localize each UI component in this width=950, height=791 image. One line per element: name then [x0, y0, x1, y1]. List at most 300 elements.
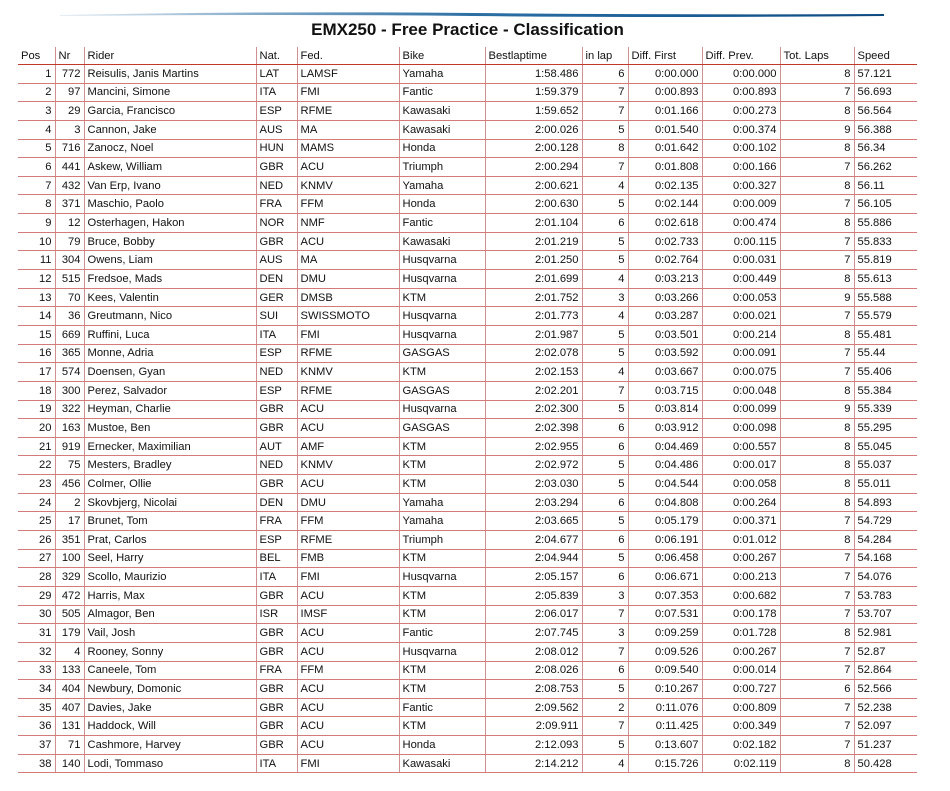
col-header-nr[interactable]: Nr [55, 47, 84, 65]
cell-tot-laps: 7 [780, 344, 854, 363]
cell-nr: 441 [55, 158, 84, 177]
cell-in-lap: 7 [582, 83, 628, 102]
cell-bike: KTM [399, 475, 485, 494]
cell-in-lap: 6 [582, 214, 628, 233]
cell-speed: 52.864 [854, 661, 917, 680]
cell-nat: AUT [256, 437, 297, 456]
cell-nat: GBR [256, 400, 297, 419]
cell-rider: Skovbjerg, Nicolai [84, 493, 256, 512]
cell-bike: Yamaha [399, 493, 485, 512]
cell-speed: 53.783 [854, 586, 917, 605]
cell-rider: Brunet, Tom [84, 512, 256, 531]
cell-tot-laps: 7 [780, 158, 854, 177]
cell-nat: ITA [256, 754, 297, 773]
cell-diff-first: 0:00.893 [628, 83, 702, 102]
cell-pos: 27 [18, 549, 55, 568]
cell-diff-prev: 0:00.115 [702, 232, 780, 251]
cell-bike: KTM [399, 717, 485, 736]
cell-bestlaptime: 1:58.486 [485, 65, 582, 84]
cell-nr: 17 [55, 512, 84, 531]
cell-speed: 54.284 [854, 531, 917, 550]
table-row [18, 83, 917, 102]
table-row [18, 232, 917, 251]
cell-pos: 7 [18, 176, 55, 195]
cell-nat: AUS [256, 251, 297, 270]
cell-nat: GBR [256, 717, 297, 736]
table-row [18, 531, 917, 550]
cell-bestlaptime: 2:04.677 [485, 531, 582, 550]
cell-nr: 100 [55, 549, 84, 568]
cell-bike: KTM [399, 456, 485, 475]
cell-pos: 23 [18, 475, 55, 494]
cell-speed: 55.384 [854, 381, 917, 400]
table-row [18, 680, 917, 699]
cell-nat: BEL [256, 549, 297, 568]
cell-diff-first: 0:07.353 [628, 586, 702, 605]
cell-in-lap: 5 [582, 400, 628, 419]
cell-nat: AUS [256, 120, 297, 139]
cell-speed: 56.34 [854, 139, 917, 158]
cell-diff-prev: 0:00.178 [702, 605, 780, 624]
cell-in-lap: 7 [582, 717, 628, 736]
cell-nat: GBR [256, 642, 297, 661]
cell-bike: GASGAS [399, 344, 485, 363]
cell-fed: ACU [297, 736, 399, 755]
cell-tot-laps: 7 [780, 512, 854, 531]
table-row [18, 363, 917, 382]
cell-diff-first: 0:04.469 [628, 437, 702, 456]
cell-nr: 472 [55, 586, 84, 605]
cell-diff-first: 0:01.166 [628, 102, 702, 121]
cell-tot-laps: 7 [780, 698, 854, 717]
cell-nr: 505 [55, 605, 84, 624]
cell-diff-first: 0:09.540 [628, 661, 702, 680]
cell-tot-laps: 8 [780, 456, 854, 475]
cell-speed: 55.886 [854, 214, 917, 233]
cell-bestlaptime: 2:02.955 [485, 437, 582, 456]
cell-bestlaptime: 2:01.104 [485, 214, 582, 233]
cell-rider: Maschio, Paolo [84, 195, 256, 214]
cell-fed: NMF [297, 214, 399, 233]
table-row [18, 288, 917, 307]
cell-tot-laps: 8 [780, 65, 854, 84]
cell-nr: 456 [55, 475, 84, 494]
cell-nat: ESP [256, 531, 297, 550]
cell-pos: 29 [18, 586, 55, 605]
cell-rider: Davies, Jake [84, 698, 256, 717]
cell-nr: 97 [55, 83, 84, 102]
cell-diff-prev: 0:00.058 [702, 475, 780, 494]
cell-fed: ACU [297, 680, 399, 699]
cell-diff-prev: 0:00.267 [702, 549, 780, 568]
cell-bike: Husqvarna [399, 307, 485, 326]
cell-bike: GASGAS [399, 419, 485, 438]
cell-in-lap: 5 [582, 120, 628, 139]
table-row [18, 270, 917, 289]
cell-tot-laps: 7 [780, 251, 854, 270]
cell-in-lap: 4 [582, 754, 628, 773]
cell-nat: SUI [256, 307, 297, 326]
cell-in-lap: 6 [582, 531, 628, 550]
table-row [18, 195, 917, 214]
cell-nr: 131 [55, 717, 84, 736]
cell-diff-prev: 0:00.014 [702, 661, 780, 680]
cell-bike: Fantic [399, 624, 485, 643]
cell-speed: 55.011 [854, 475, 917, 494]
cell-tot-laps: 8 [780, 139, 854, 158]
cell-bike: KTM [399, 549, 485, 568]
cell-nat: NED [256, 456, 297, 475]
cell-diff-first: 0:05.179 [628, 512, 702, 531]
cell-rider: Osterhagen, Hakon [84, 214, 256, 233]
col-header-tot-laps[interactable]: Tot. Laps [780, 47, 854, 65]
cell-bestlaptime: 2:00.128 [485, 139, 582, 158]
cell-nr: 351 [55, 531, 84, 550]
cell-speed: 55.819 [854, 251, 917, 270]
cell-nat: ESP [256, 344, 297, 363]
cell-diff-prev: 0:00.053 [702, 288, 780, 307]
cell-pos: 21 [18, 437, 55, 456]
cell-diff-prev: 0:00.449 [702, 270, 780, 289]
table-row [18, 624, 917, 643]
cell-bike: Husqvarna [399, 642, 485, 661]
cell-nat: GBR [256, 680, 297, 699]
cell-nr: 515 [55, 270, 84, 289]
cell-nr: 71 [55, 736, 84, 755]
cell-pos: 31 [18, 624, 55, 643]
cell-diff-first: 0:03.715 [628, 381, 702, 400]
cell-pos: 38 [18, 754, 55, 773]
cell-tot-laps: 8 [780, 214, 854, 233]
cell-fed: RFME [297, 381, 399, 400]
cell-in-lap: 7 [582, 102, 628, 121]
cell-nr: 772 [55, 65, 84, 84]
cell-nr: 12 [55, 214, 84, 233]
cell-in-lap: 5 [582, 195, 628, 214]
cell-tot-laps: 8 [780, 437, 854, 456]
cell-diff-prev: 0:00.893 [702, 83, 780, 102]
cell-nat: ITA [256, 325, 297, 344]
cell-nr: 4 [55, 642, 84, 661]
cell-in-lap: 8 [582, 139, 628, 158]
col-header-pos[interactable]: Pos [18, 47, 55, 65]
cell-diff-first: 0:02.733 [628, 232, 702, 251]
col-header-diff-first[interactable]: Diff. First [628, 47, 702, 65]
cell-tot-laps: 8 [780, 325, 854, 344]
cell-fed: FMB [297, 549, 399, 568]
cell-fed: FFM [297, 195, 399, 214]
cell-diff-prev: 0:00.214 [702, 325, 780, 344]
cell-diff-first: 0:04.486 [628, 456, 702, 475]
cell-speed: 52.097 [854, 717, 917, 736]
cell-speed: 55.037 [854, 456, 917, 475]
cell-fed: FMI [297, 83, 399, 102]
cell-pos: 20 [18, 419, 55, 438]
cell-nat: FRA [256, 512, 297, 531]
cell-fed: MA [297, 251, 399, 270]
cell-speed: 55.613 [854, 270, 917, 289]
col-header-rider[interactable]: Rider [84, 47, 256, 65]
cell-bestlaptime: 2:02.153 [485, 363, 582, 382]
cell-fed: ACU [297, 400, 399, 419]
cell-in-lap: 7 [582, 381, 628, 400]
cell-diff-prev: 0:00.213 [702, 568, 780, 587]
cell-rider: Ruffini, Luca [84, 325, 256, 344]
cell-nr: 75 [55, 456, 84, 475]
cell-diff-prev: 0:00.099 [702, 400, 780, 419]
cell-nr: 432 [55, 176, 84, 195]
cell-speed: 56.564 [854, 102, 917, 121]
cell-nat: ESP [256, 381, 297, 400]
cell-in-lap: 5 [582, 456, 628, 475]
cell-speed: 56.693 [854, 83, 917, 102]
cell-nr: 716 [55, 139, 84, 158]
cell-speed: 55.579 [854, 307, 917, 326]
cell-nr: 322 [55, 400, 84, 419]
cell-in-lap: 4 [582, 270, 628, 289]
cell-speed: 54.076 [854, 568, 917, 587]
cell-rider: Lodi, Tommaso [84, 754, 256, 773]
cell-diff-first: 0:06.671 [628, 568, 702, 587]
cell-bestlaptime: 2:01.699 [485, 270, 582, 289]
cell-nat: FRA [256, 195, 297, 214]
cell-diff-first: 0:06.458 [628, 549, 702, 568]
cell-rider: Colmer, Ollie [84, 475, 256, 494]
cell-in-lap: 6 [582, 493, 628, 512]
table-row [18, 325, 917, 344]
cell-pos: 33 [18, 661, 55, 680]
cell-tot-laps: 8 [780, 475, 854, 494]
col-header-in-lap[interactable]: in lap [582, 47, 628, 65]
cell-pos: 18 [18, 381, 55, 400]
cell-nr: 371 [55, 195, 84, 214]
cell-nat: ITA [256, 568, 297, 587]
cell-nat: FRA [256, 661, 297, 680]
header-banner [60, 10, 884, 18]
cell-diff-prev: 0:00.091 [702, 344, 780, 363]
cell-tot-laps: 7 [780, 363, 854, 382]
cell-diff-first: 0:03.266 [628, 288, 702, 307]
cell-in-lap: 5 [582, 475, 628, 494]
cell-tot-laps: 8 [780, 381, 854, 400]
cell-nat: GBR [256, 158, 297, 177]
table-row [18, 419, 917, 438]
table-header-row [18, 47, 917, 65]
cell-speed: 52.981 [854, 624, 917, 643]
cell-nat: GBR [256, 586, 297, 605]
cell-bestlaptime: 2:14.212 [485, 754, 582, 773]
cell-in-lap: 6 [582, 437, 628, 456]
cell-diff-prev: 0:00.371 [702, 512, 780, 531]
table-row [18, 102, 917, 121]
cell-nat: NOR [256, 214, 297, 233]
cell-speed: 52.238 [854, 698, 917, 717]
cell-diff-first: 0:04.544 [628, 475, 702, 494]
cell-nat: LAT [256, 65, 297, 84]
cell-nat: GBR [256, 232, 297, 251]
table-row [18, 475, 917, 494]
cell-nr: 365 [55, 344, 84, 363]
cell-tot-laps: 7 [780, 568, 854, 587]
cell-diff-first: 0:06.191 [628, 531, 702, 550]
cell-diff-prev: 0:00.000 [702, 65, 780, 84]
cell-diff-first: 0:01.808 [628, 158, 702, 177]
cell-tot-laps: 7 [780, 717, 854, 736]
cell-tot-laps: 9 [780, 400, 854, 419]
cell-rider: Rooney, Sonny [84, 642, 256, 661]
cell-bestlaptime: 2:03.294 [485, 493, 582, 512]
table-row [18, 437, 917, 456]
cell-pos: 13 [18, 288, 55, 307]
cell-nr: 140 [55, 754, 84, 773]
cell-tot-laps: 7 [780, 736, 854, 755]
cell-in-lap: 6 [582, 568, 628, 587]
cell-bestlaptime: 2:00.621 [485, 176, 582, 195]
table-body [18, 65, 917, 773]
cell-nr: 29 [55, 102, 84, 121]
cell-rider: Ernecker, Maximilian [84, 437, 256, 456]
cell-diff-first: 0:03.667 [628, 363, 702, 382]
cell-bestlaptime: 2:01.752 [485, 288, 582, 307]
cell-diff-prev: 0:02.119 [702, 754, 780, 773]
cell-in-lap: 3 [582, 288, 628, 307]
cell-tot-laps: 7 [780, 586, 854, 605]
cell-diff-prev: 0:00.021 [702, 307, 780, 326]
cell-speed: 54.168 [854, 549, 917, 568]
cell-diff-first: 0:02.144 [628, 195, 702, 214]
col-header-bike[interactable]: Bike [399, 47, 485, 65]
cell-diff-prev: 0:00.273 [702, 102, 780, 121]
cell-bike: Fantic [399, 698, 485, 717]
cell-tot-laps: 7 [780, 661, 854, 680]
cell-fed: MA [297, 120, 399, 139]
cell-tot-laps: 6 [780, 680, 854, 699]
cell-speed: 52.87 [854, 642, 917, 661]
cell-diff-prev: 0:00.267 [702, 642, 780, 661]
cell-nr: 304 [55, 251, 84, 270]
cell-tot-laps: 9 [780, 288, 854, 307]
cell-bike: Yamaha [399, 176, 485, 195]
cell-diff-prev: 0:00.327 [702, 176, 780, 195]
cell-diff-first: 0:02.764 [628, 251, 702, 270]
cell-fed: KNMV [297, 456, 399, 475]
cell-diff-prev: 0:00.075 [702, 363, 780, 382]
col-header-diff-prev[interactable]: Diff. Prev. [702, 47, 780, 65]
cell-in-lap: 3 [582, 624, 628, 643]
cell-rider: Fredsoe, Mads [84, 270, 256, 289]
cell-diff-first: 0:03.213 [628, 270, 702, 289]
cell-pos: 12 [18, 270, 55, 289]
cell-diff-first: 0:11.425 [628, 717, 702, 736]
cell-rider: Owens, Liam [84, 251, 256, 270]
cell-bike: Kawasaki [399, 102, 485, 121]
cell-fed: MAMS [297, 139, 399, 158]
cell-nat: NED [256, 363, 297, 382]
col-header-nat[interactable]: Nat. [256, 47, 297, 65]
cell-bestlaptime: 2:05.157 [485, 568, 582, 587]
cell-speed: 55.295 [854, 419, 917, 438]
cell-bike: Kawasaki [399, 120, 485, 139]
col-header-fed[interactable]: Fed. [297, 47, 399, 65]
cell-bestlaptime: 2:08.026 [485, 661, 582, 680]
cell-in-lap: 5 [582, 344, 628, 363]
cell-nr: 79 [55, 232, 84, 251]
cell-diff-prev: 0:00.264 [702, 493, 780, 512]
cell-tot-laps: 8 [780, 754, 854, 773]
cell-tot-laps: 8 [780, 531, 854, 550]
cell-pos: 34 [18, 680, 55, 699]
cell-bestlaptime: 2:02.398 [485, 419, 582, 438]
classification-table [18, 47, 917, 773]
table-row [18, 381, 917, 400]
cell-pos: 22 [18, 456, 55, 475]
cell-pos: 1 [18, 65, 55, 84]
table-row [18, 158, 917, 177]
cell-bike: Husqvarna [399, 270, 485, 289]
cell-speed: 56.11 [854, 176, 917, 195]
cell-bike: Husqvarna [399, 400, 485, 419]
cell-diff-first: 0:13.607 [628, 736, 702, 755]
table-row [18, 754, 917, 773]
cell-rider: Newbury, Domonic [84, 680, 256, 699]
cell-diff-first: 0:11.076 [628, 698, 702, 717]
cell-nr: 300 [55, 381, 84, 400]
cell-fed: AMF [297, 437, 399, 456]
table-row [18, 139, 917, 158]
cell-speed: 54.893 [854, 493, 917, 512]
cell-bike: Honda [399, 736, 485, 755]
cell-tot-laps: 7 [780, 307, 854, 326]
cell-speed: 55.406 [854, 363, 917, 382]
cell-pos: 36 [18, 717, 55, 736]
cell-diff-first: 0:09.259 [628, 624, 702, 643]
cell-tot-laps: 8 [780, 102, 854, 121]
cell-rider: Almagor, Ben [84, 605, 256, 624]
cell-bestlaptime: 2:02.078 [485, 344, 582, 363]
cell-speed: 53.707 [854, 605, 917, 624]
cell-bike: Kawasaki [399, 232, 485, 251]
cell-bike: KTM [399, 661, 485, 680]
cell-diff-first: 0:03.501 [628, 325, 702, 344]
cell-fed: RFME [297, 531, 399, 550]
cell-diff-first: 0:15.726 [628, 754, 702, 773]
cell-in-lap: 5 [582, 325, 628, 344]
cell-fed: DMU [297, 493, 399, 512]
col-header-bestlaptime[interactable]: Bestlaptime [485, 47, 582, 65]
cell-fed: ACU [297, 642, 399, 661]
cell-diff-prev: 0:01.012 [702, 531, 780, 550]
cell-in-lap: 5 [582, 251, 628, 270]
cell-nat: HUN [256, 139, 297, 158]
cell-bike: Husqvarna [399, 568, 485, 587]
table-row [18, 307, 917, 326]
cell-bestlaptime: 2:04.944 [485, 549, 582, 568]
col-header-speed[interactable]: Speed [854, 47, 917, 65]
table-row [18, 568, 917, 587]
table-row [18, 605, 917, 624]
cell-tot-laps: 7 [780, 642, 854, 661]
cell-bestlaptime: 2:09.911 [485, 717, 582, 736]
cell-bike: Triumph [399, 158, 485, 177]
cell-pos: 5 [18, 139, 55, 158]
cell-in-lap: 7 [582, 605, 628, 624]
cell-in-lap: 5 [582, 736, 628, 755]
cell-rider: Kees, Valentin [84, 288, 256, 307]
cell-bike: KTM [399, 680, 485, 699]
cell-bestlaptime: 2:02.201 [485, 381, 582, 400]
cell-in-lap: 7 [582, 158, 628, 177]
cell-pos: 14 [18, 307, 55, 326]
